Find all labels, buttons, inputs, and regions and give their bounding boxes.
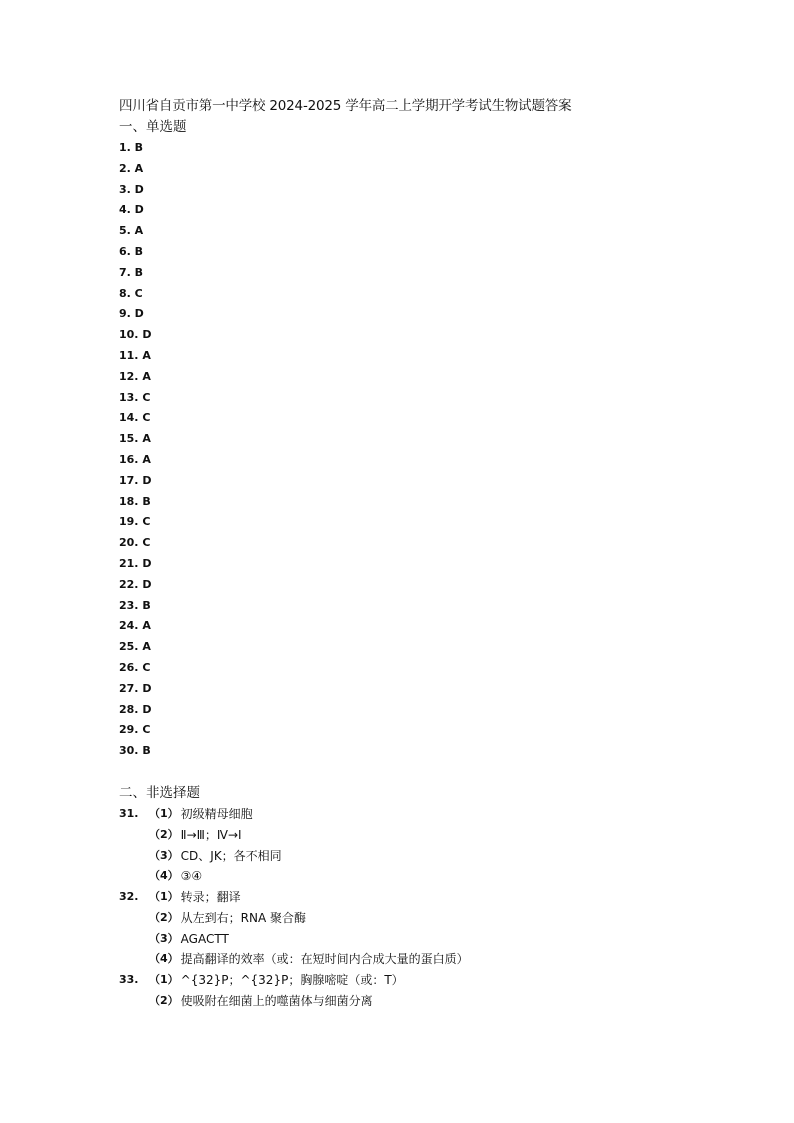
question-number: 32. bbox=[119, 890, 139, 904]
answer-item: 18. B bbox=[119, 494, 151, 508]
question-number: 31. bbox=[119, 806, 139, 820]
section-heading-single-choice: 一、单选题 bbox=[119, 119, 187, 135]
question-31-part-4 bbox=[119, 866, 719, 887]
answer-item: 21. D bbox=[119, 556, 152, 570]
answer-item: 28. D bbox=[119, 702, 152, 716]
answer-item: 30. B bbox=[119, 744, 151, 758]
question-32-part-4 bbox=[119, 949, 719, 970]
spacer bbox=[119, 762, 719, 783]
answer-item: 27. D bbox=[119, 681, 152, 695]
question-31-part-1 bbox=[119, 804, 719, 825]
part-label: （2） bbox=[149, 910, 179, 924]
question-31-part-3 bbox=[119, 846, 719, 867]
question-number: 33. bbox=[119, 973, 139, 987]
answer-item: 1. B bbox=[119, 141, 144, 154]
question-32-part-3 bbox=[119, 929, 719, 950]
answer-item: 6. B bbox=[119, 244, 144, 258]
answer-item: 26. C bbox=[119, 660, 151, 674]
part-answer: Ⅱ→Ⅲ；Ⅳ→Ⅰ bbox=[180, 827, 242, 842]
answer-item: 9. D bbox=[119, 307, 144, 321]
part-label: （2） bbox=[149, 994, 179, 1008]
answer-item: 14. C bbox=[119, 411, 151, 425]
answer-item: 25. A bbox=[119, 640, 151, 654]
answer-item: 20. C bbox=[119, 536, 151, 550]
answer-item: 2. A bbox=[119, 161, 144, 175]
part-answer: 转录；翻译 bbox=[180, 890, 241, 905]
document-title: 四川省自贡市第一中学校 2024-2025 学年高二上学期开学考试生物试题答案 bbox=[119, 98, 572, 114]
answer-item: 22. D bbox=[119, 577, 152, 591]
answer-item: 3. D bbox=[119, 182, 144, 196]
answer-item: 5. A bbox=[119, 224, 144, 238]
part-answer: 初级精母细胞 bbox=[180, 806, 253, 821]
answer-item: 16. A bbox=[119, 452, 151, 466]
part-label: （1） bbox=[149, 890, 179, 904]
part-label: （3） bbox=[149, 931, 179, 945]
section-heading-non-choice: 二、非选择题 bbox=[119, 784, 200, 801]
part-answer: AGACTT bbox=[180, 931, 229, 946]
answer-item: 23. B bbox=[119, 598, 151, 612]
answer-item: 4. D bbox=[119, 203, 144, 217]
answer-item: 29. C bbox=[119, 723, 151, 737]
question-32-part-2 bbox=[119, 908, 719, 929]
part-answer: 提高翻译的效率（或：在短时间内合成大量的蛋白质） bbox=[180, 952, 469, 967]
answer-item: 19. C bbox=[119, 515, 151, 529]
answer-document bbox=[119, 96, 719, 1012]
part-label: （3） bbox=[149, 848, 179, 862]
answer-item: 11. A bbox=[119, 348, 151, 362]
question-33-part-1 bbox=[119, 970, 719, 991]
part-answer: 从左到右；RNA 聚合酶 bbox=[180, 910, 306, 925]
part-answer: ^{32}P；^{32}P；胸腺嘧啶（或：T） bbox=[180, 973, 404, 988]
answer-item: 12. A bbox=[119, 369, 151, 383]
question-32-part-1 bbox=[119, 887, 719, 908]
part-label: （1） bbox=[149, 973, 179, 987]
single-choice-answer-list bbox=[119, 138, 719, 762]
answer-item: 24. A bbox=[119, 619, 151, 633]
question-33-part-2 bbox=[119, 991, 719, 1012]
part-answer: ③④ bbox=[180, 869, 203, 884]
question-31-part-2 bbox=[119, 825, 719, 846]
answer-item: 10. D bbox=[119, 328, 152, 342]
part-answer: 使吸附在细菌上的噬菌体与细菌分离 bbox=[180, 994, 373, 1009]
part-answer: CD、JK；各不相同 bbox=[180, 848, 282, 863]
part-label: （1） bbox=[149, 806, 179, 820]
answer-item: 15. A bbox=[119, 432, 151, 446]
answer-item: 8. C bbox=[119, 286, 143, 300]
part-label: （4） bbox=[149, 869, 179, 883]
part-label: （4） bbox=[149, 952, 179, 966]
part-label: （2） bbox=[149, 827, 179, 841]
answer-item: 17. D bbox=[119, 473, 152, 487]
answer-item: 7. B bbox=[119, 265, 144, 279]
answer-item: 13. C bbox=[119, 390, 151, 404]
